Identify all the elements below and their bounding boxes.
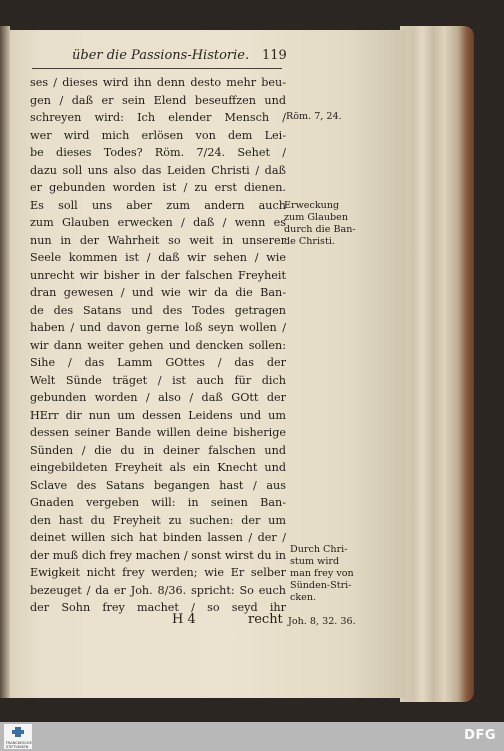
text-line: deinet willen sich hat binden lassen / der / — [30, 531, 286, 544]
text-line: dessen seiner Bande willen deine bisherige — [30, 426, 286, 439]
text-line: er gebunden worden ist / zu erst dienen. — [30, 181, 286, 194]
viewer-footer-bar — [0, 722, 504, 751]
text-line: Ewigkeit nicht frey werden; wie Er selber — [30, 566, 286, 579]
margin-note-erweckung — [284, 200, 356, 248]
dfg-logo: DFG — [464, 728, 496, 743]
text-line: der Sohn frey machet / so seyd ihr — [30, 601, 286, 614]
margin-note-durch — [290, 544, 354, 604]
signature-mark: H 4 — [172, 612, 196, 627]
margin-line: Joh. 8, 32. 36. — [288, 616, 356, 627]
margin-line: Durch Chri- — [290, 544, 348, 555]
text-line: haben / und davon gerne loß seyn wollen / — [30, 321, 286, 334]
text-line: ses / dieses wird ihn denn desto mehr beu- — [30, 76, 286, 89]
library-logo-icon — [4, 724, 32, 740]
margin-line: zum Glauben — [284, 212, 349, 223]
margin-note-rom — [286, 111, 342, 123]
text-line: gebunden worden / also / daß GOtt der — [30, 391, 286, 404]
text-line: Sünden / die du in deiner falschen und — [30, 443, 286, 457]
text-line: Welt Sünde träget / ist auch für dich — [30, 373, 286, 387]
text-line: Seele kommen ist / daß wir sehen / wie — [30, 251, 286, 264]
text-line: dazu soll uns also das Leiden Christi / daß — [30, 163, 286, 177]
text-line: schreyen wird: Ich elender Mensch / — [30, 111, 286, 124]
text-line: be dieses Todes? Röm. 7/24. Sehet / — [30, 146, 286, 159]
text-line: Es soll uns aber zum andern auch — [30, 198, 286, 212]
logo-line: STIFTUNGEN — [6, 745, 29, 749]
book-page-stack — [400, 26, 474, 702]
body-text — [30, 74, 286, 617]
text-line: zum Glauben erwecken / daß / wenn es — [30, 216, 286, 229]
text-line: gen / daß er sein Elend beseuffzen und — [30, 93, 286, 107]
margin-line: cken. — [290, 592, 317, 603]
margin-line: Erweckung — [284, 200, 340, 211]
text-line: HErr dir nun um dessen Leidens und um — [30, 408, 286, 422]
text-line: eingebildeten Freyheit als ein Knecht und — [30, 461, 286, 474]
text-line: wer wird mich erlösen von dem Lei- — [30, 128, 286, 142]
margin-line: durch die Ban- — [284, 224, 356, 235]
page-number: 119 — [262, 48, 287, 63]
library-logo-text — [6, 741, 32, 749]
header-rule — [32, 68, 282, 69]
left-page-edge — [0, 26, 10, 698]
margin-note-joh — [288, 616, 356, 628]
text-line: Gnaden vergeben will: in seinen Ban- — [30, 496, 286, 509]
catchword: recht — [248, 612, 283, 627]
text-line: nun in der Wahrheit so weit in unserer — [30, 233, 286, 247]
text-line: der muß dich frey machen / sonst wirst du in — [30, 548, 286, 562]
text-line: bezeuget / da er Joh. 8/36. spricht: So euch — [30, 583, 286, 597]
text-line: Sihe / das Lamm GOttes / das der — [30, 356, 286, 369]
text-line: de des Satans und des Todes getragen — [30, 303, 286, 317]
logo-line: FRANCKESCHE — [6, 741, 32, 745]
text-line: unrecht wir bisher in der falschen Freyheit — [30, 268, 286, 282]
running-head: über die Passions-Historie. — [72, 48, 250, 63]
margin-line: de Christi. — [284, 236, 335, 247]
margin-line: man frey von — [290, 568, 354, 579]
text-line: dran gewesen / und wie wir da die Ban- — [30, 286, 286, 299]
margin-line: stum wird — [290, 556, 340, 567]
margin-line: Sünden-Stri- — [290, 580, 352, 591]
margin-line: Röm. 7, 24. — [286, 111, 342, 122]
text-line: wir dann weiter gehen und dencken sollen: — [30, 338, 286, 352]
text-line: Sclave des Satans begangen hast / aus — [30, 478, 286, 492]
text-line: den hast du Freyheit zu suchen: der um — [30, 513, 286, 527]
